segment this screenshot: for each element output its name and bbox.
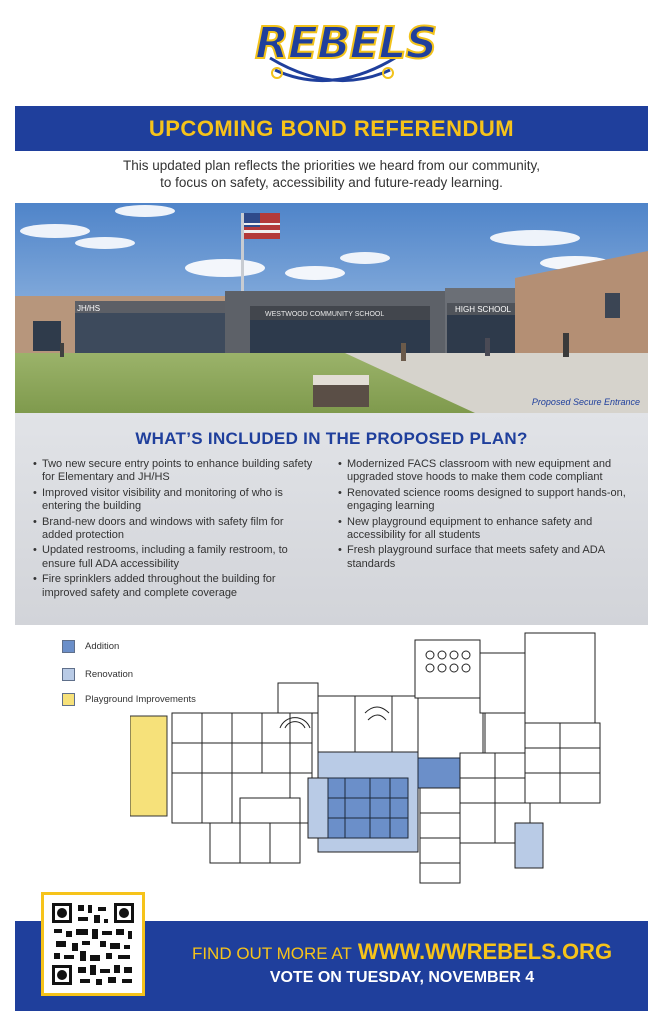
- intro-line-2: to focus on safety, accessibility and future-ready learning.: [160, 175, 503, 190]
- list-item: • Renovated science rooms designed to support hands-on, engaging learning: [338, 487, 638, 514]
- website-link[interactable]: WWW.WWREBELS.ORG: [357, 939, 613, 964]
- sign-high-school: HIGH SCHOOL: [455, 305, 512, 314]
- legend-addition: [62, 640, 119, 653]
- legend-renovation: [62, 668, 133, 681]
- photo-caption: Proposed Secure Entrance: [531, 397, 640, 407]
- plan-list-right: [338, 458, 638, 573]
- list-item: • Fresh playground surface that meets safety and ADA standards: [338, 544, 638, 571]
- intro-line-1: This updated plan reflects the priorities we heard from our community,: [123, 158, 540, 173]
- rebels-logo: [255, 18, 437, 98]
- plan-list-left: [33, 458, 313, 602]
- plan-section: [15, 413, 648, 625]
- list-item: • Brand-new doors and windows with safety film for added protection: [33, 516, 313, 543]
- floor-plan: [130, 628, 630, 890]
- legend-renovation-label: Renovation: [85, 669, 134, 680]
- vote-date: VOTE ON TUESDAY, NOVEMBER 4: [269, 969, 535, 986]
- qr-code[interactable]: [41, 892, 145, 996]
- logo-wordmark: REBELS: [255, 18, 437, 69]
- legend-addition-label: Addition: [85, 641, 120, 652]
- playground-swatch: [62, 693, 75, 706]
- page-title: UPCOMING BOND REFERENDUM: [148, 115, 515, 141]
- plan-heading: WHAT’S INCLUDED IN THE PROPOSED PLAN?: [135, 429, 528, 448]
- list-item: • New playground equipment to enhance safety and accessibility for all students: [338, 516, 638, 543]
- title-banner: [15, 106, 648, 151]
- list-item: • Two new secure entry points to enhance building safety for Elementary and JH/HS: [33, 458, 313, 485]
- addition-swatch: [62, 640, 75, 653]
- intro-text: [60, 157, 603, 191]
- renovation-swatch: [62, 668, 75, 681]
- find-out-more: [167, 939, 637, 965]
- list-item: • Improved visitor visibility and monitoring of who is entering the building: [33, 487, 313, 514]
- footer-banner: [15, 921, 648, 1011]
- legend-playground-label: Playground Improvements: [85, 694, 196, 705]
- playground-area: [130, 716, 167, 816]
- secure-entrance-rendering: [15, 203, 648, 413]
- sign-jhhs: JH/HS: [77, 304, 101, 313]
- list-item: • Updated restrooms, including a family restroom, to ensure full ADA accessibility: [33, 544, 313, 571]
- sign-school-name: WESTWOOD COMMUNITY SCHOOL: [265, 311, 385, 318]
- list-item: • Modernized FACS classroom with new equipment and upgraded stove hoods to make them code compliant: [338, 458, 638, 485]
- qr-code-icon: [50, 901, 136, 987]
- find-out-more-label: FIND OUT MORE AT: [191, 944, 352, 963]
- list-item: • Fire sprinklers added throughout the building for improved safety and complete coverage: [33, 573, 313, 600]
